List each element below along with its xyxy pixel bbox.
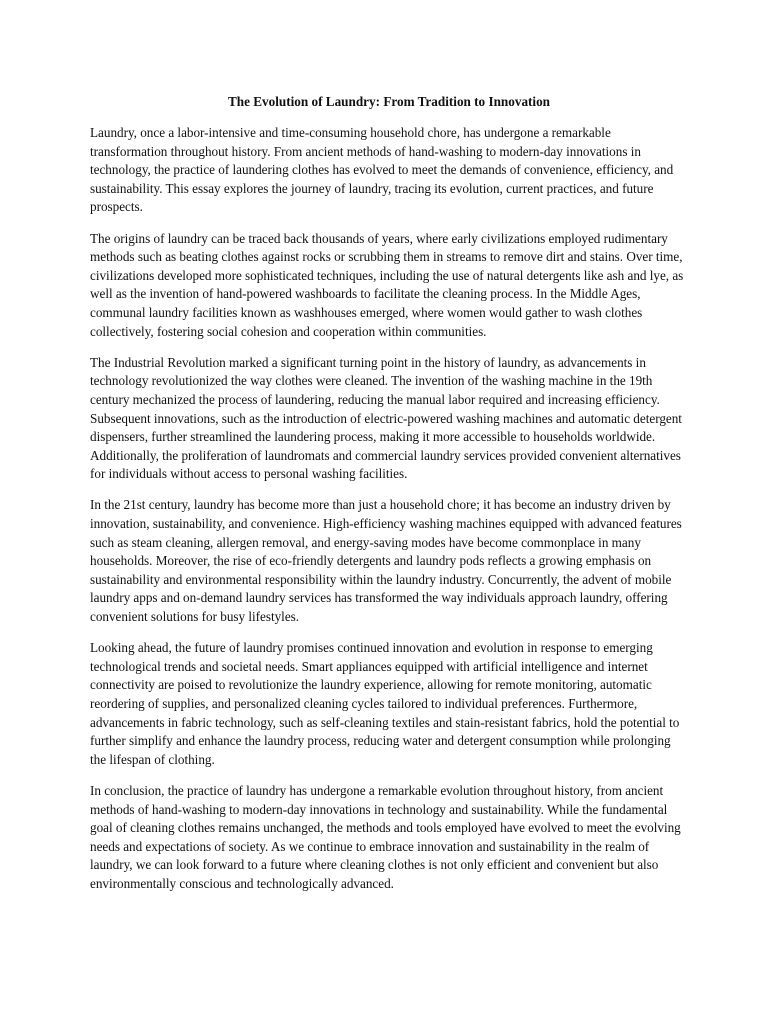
document-title: The Evolution of Laundry: From Tradition to Innovation [227, 94, 551, 109]
paragraph-introduction: Laundry, once a labor-intensive and time-consuming household chore, has undergone a remarkable transformation throughout history. From ancient methods of hand-washing to modern-day innovations in technology, the practice of laundering clothes has evolved to meet the demands of convenience, efficiency, and sustainability. This essay explores the journey of laundry, tracing its evolution, current practices, and future prospects. [90, 125, 674, 215]
paragraph-future: Looking ahead, the future of laundry promises continued innovation and evolution in response to emerging technological trends and societal needs. Smart appliances equipped with artificial intelligence and internet connectivity are poised to revolutionize the laundry experience, allowing for remote monitoring, automatic reordering of supplies, and personalized cleaning cycles tailored to individual preferences. Furthermore, advancements in fabric technology, such as self-cleaning textiles and stain-resistant fabrics, hold the potential to further simplify and enhance the laundry process, reducing water and detergent consumption while prolonging the lifespan of clothing. [90, 640, 680, 767]
paragraph-conclusion: In conclusion, the practice of laundry has undergone a remarkable evolution throughout history, from ancient methods of hand-washing to modern-day innovations in technology and sustainability. While the fundamental goal of cleaning clothes remains unchanged, the methods and tools employed have evolved to meet the evolving needs and expectations of society. As we continue to embrace innovation and sustainability in the realm of laundry, we can look forward to a future where cleaning clothes is not only efficient and convenient but also environmentally conscious and technologically advanced. [90, 782, 681, 891]
paragraph-21st-century: In the 21st century, laundry has become more than just a household chore; it has become an industry driven by innovation, sustainability, and convenience. High-efficiency washing machines equipped with advanced features such as steam cleaning, allergen removal, and energy-saving modes have become commonplace in many households. Moreover, the rise of eco-friendly detergents and laundry pods reflects a growing emphasis on sustainability and environmental responsibility within the laundry industry. Concurrently, the advent of mobile laundry apps and on-demand laundry services has transformed the way individuals approach laundry, offering convenient solutions for busy lifestyles. [90, 497, 682, 625]
paragraph-industrial-revolution: The Industrial Revolution marked a significant turning point in the history of laundry, as advancements in technology revolutionized the way clothes were cleaned. The invention of the washing machine in the 19th century mechanized the process of laundering, reducing the manual labor required and increasing efficiency. Subsequent innovations, such as the introduction of electric-powered washing machines and automatic detergent dispensers, further streamlined the laundering process, making it more accessible to households worldwide. Additionally, the proliferation of laundromats and commercial laundry services provided convenient alternatives for individuals without access to personal washing facilities. [90, 354, 682, 482]
paragraph-origins: The origins of laundry can be traced back thousands of years, where early civilizations employed rudimentary methods such as beating clothes against rocks or scrubbing them in streams to remove dirt and stains. Over time, civilizations developed more sophisticated techniques, including the use of natural detergents like ash and lye, as well as the invention of hand-powered washboards to facilitate the cleaning process. In the Middle Ages, communal laundry facilities known as washhouses emerged, where women would gather to wash clothes collectively, fostering social cohesion and cooperation within communities. [90, 230, 684, 339]
